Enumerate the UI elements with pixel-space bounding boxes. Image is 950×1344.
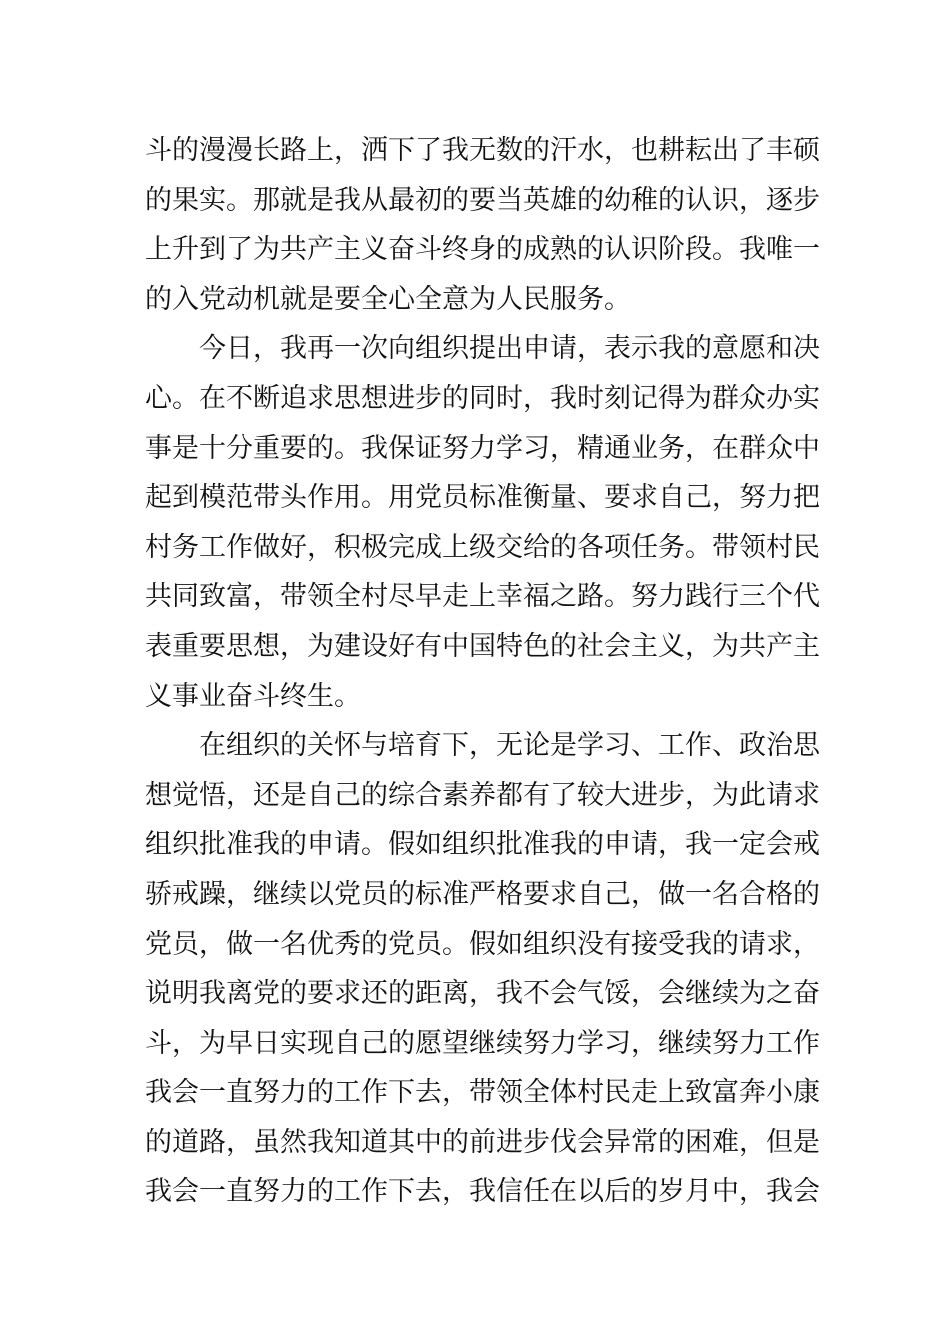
text-line: 在组织的关怀与培育下，无论是学习、工作、政治思: [145, 730, 820, 762]
text-line: 今日，我再一次向组织提出申请，表示我的意愿和决: [145, 333, 820, 365]
text-line: 心。在不断追求思想进步的同时，我时刻记得为群众办实: [145, 382, 820, 414]
text-line: 我会一直努力的工作下去，带领全体村民走上致富奔小康: [145, 1077, 820, 1109]
text-line: 想觉悟，还是自己的综合素养都有了较大进步，为此请求: [145, 779, 820, 811]
text-line: 的道路，虽然我知道其中的前进步伐会异常的困难，但是: [145, 1126, 820, 1158]
text-line: 事是十分重要的。我保证努力学习，精通业务，在群众中: [145, 432, 820, 464]
text-line: 表重要思想，为建设好有中国特色的社会主义，为共产主: [145, 630, 820, 662]
text-line: 骄戒躁，继续以党员的标准严格要求自己，做一名合格的: [145, 878, 820, 910]
text-line: 斗的漫漫长路上，洒下了我无数的汗水，也耕耘出了丰硕: [145, 135, 820, 166]
text-line: 村务工作做好，积极完成上级交给的各项任务。带领村民: [145, 531, 820, 563]
text-line: 共同致富，带领全村尽早走上幸福之路。努力践行三个代: [145, 581, 820, 613]
text-line: 的果实。那就是我从最初的要当英雄的幼稚的认识，逐步: [145, 184, 820, 216]
text-line: 说明我离党的要求还的距离，我不会气馁，会继续为之奋: [145, 978, 820, 1010]
body-text: [145, 126, 825, 1217]
text-line: 斗，为早日实现自己的愿望继续努力学习，继续努力工作: [145, 1027, 820, 1059]
text-line: 上升到了为共产主义奋斗终身的成熟的认识阶段。我唯一: [145, 234, 820, 266]
text-line: 我会一直努力的工作下去，我信任在以后的岁月中，我会: [145, 1176, 820, 1208]
text-line: 起到模范带头作用。用党员标准衡量、要求自己，努力把: [145, 482, 820, 514]
text-line: 的入党动机就是要全心全意为人民服务。: [145, 283, 631, 315]
text-line: 组织批准我的申请。假如组织批准我的申请，我一定会戒: [145, 829, 820, 861]
text-line: 义事业奋斗终生。: [145, 680, 361, 712]
text-line: 党员，做一名优秀的党员。假如组织没有接受我的请求，: [145, 928, 820, 960]
